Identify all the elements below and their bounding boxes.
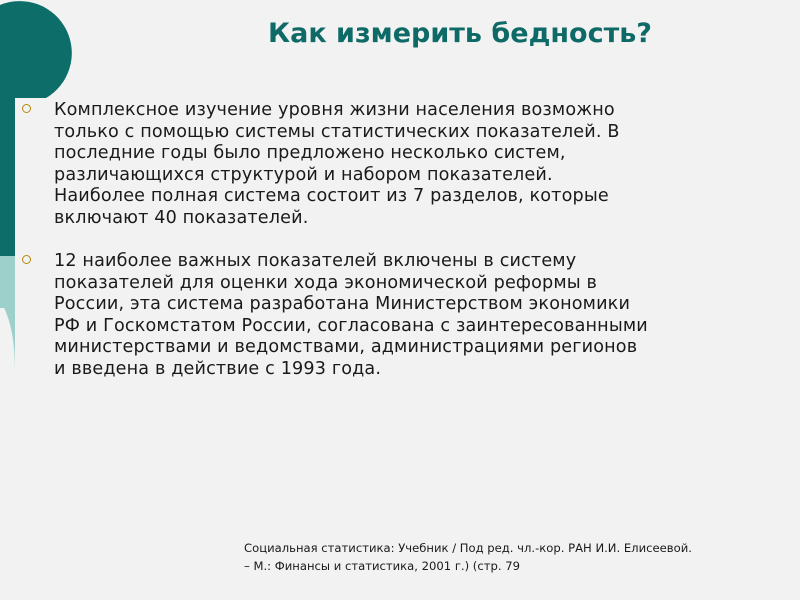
source-citation: Социальная статистика: Учебник / Под ред. чл.-кор. РАН И.И. Елисеевой. – М.: Финансы и статистика, 2001 г.) (стр. 79: [244, 541, 692, 573]
light-band-shape: [0, 256, 15, 308]
bullet-text: 12 наиболее важных показателей включены в систему показателей для оценки хода экономической реформы в России, эта система разработана Министерством экономики РФ и Госкомстатом России, согласована с заинтересованными министерствами и ведомствами, администрациями регионов и введена в действие с 1993 года.: [54, 251, 648, 379]
circle-bullet-icon: [22, 255, 31, 264]
bullet-item: [22, 251, 792, 380]
slide-title: Как измерить бедность?: [268, 18, 652, 49]
bullet-item: [22, 100, 792, 229]
circle-bullet-icon: [22, 104, 31, 113]
bullet-text: Комплексное изучение уровня жизни населения возможно только с помощью системы статистических показателей. В последние годы было предложено несколько систем, различающихся структурой и набором показателей. Наиболее полная система состоит из 7 разделов, которые включают 40 показателей.: [54, 100, 620, 228]
bullet-list: [22, 100, 792, 402]
